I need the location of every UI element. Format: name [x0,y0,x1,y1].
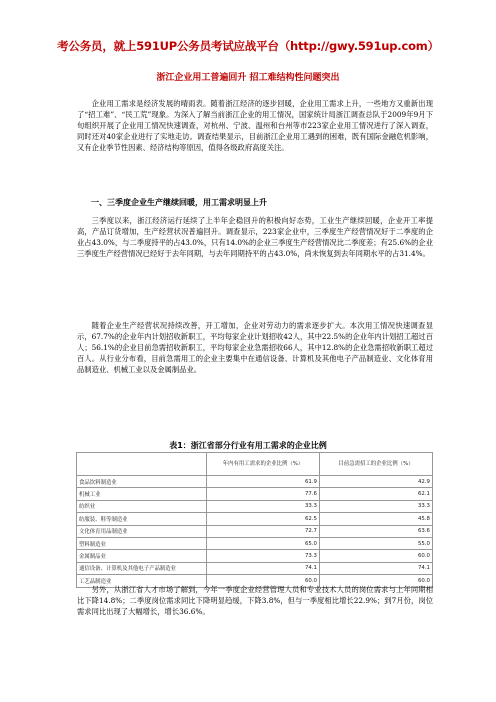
annual-demand-value: 73.3 [207,550,320,562]
section-heading-1: 一、三季度企业生产继续回暖，用工需求明显上升 [91,198,267,207]
paragraph-labor-demand: 随着企业生产经营状况持续改善，开工增加，企业对劳动力的需求逐步扩大。本次用工情况快速调查显示，67.7%的企业年内计划招收新职工，平均每家企业计划招收42人，其中22.5%的企业年内计划招工超过百人；56.1%的企业目前急需招收新职工，平均每家企业急需招收66人，其中12.8%的企业急需招收新职工超过百人。从行业分布看，目前急需用工的企业主要集中在通信设备、计算机及其他电子产品制造业、文化体育用品制造业、机械工业以及金属制品业。 [77,321,433,374]
urgent-demand-value: 60.0 [320,575,433,587]
paragraph-talent-market: 另外，从浙江省人才市场了解到，今年一季度企业经营管理人员和专业技术人员的岗位需求与上年同期相比下降14.8%；二季度岗位需求同比下降明显趋缓，下降3.8%，但与一季度相比增长22.9%；到7月份，岗位需求同比出现了大幅增长，增长36.6%。 [77,585,433,616]
urgent-demand-value: 62.1 [320,488,433,500]
annual-demand-value: 61.9 [207,476,320,488]
industry-name: 文化体育用品制造业 [77,525,207,537]
industry-name: 工艺品制造业 [77,575,207,587]
table-row [77,476,433,488]
urgent-demand-value: 74.1 [320,562,433,574]
table-caption: 表1：浙江省部分行业有用工需求的企业比例 [169,441,327,450]
industry-name: 纺服装、鞋等制造业 [77,513,207,525]
table-row [77,513,433,525]
table-row [77,525,433,537]
industry-name: 食品饮料制造业 [77,476,207,488]
table-row [77,500,433,512]
site-banner[interactable]: 考公务员，就上591UP公务员考试应战平台（http://gwy.591up.com） [57,39,439,53]
industry-name: 通信设备、计算机及其他电子产品制造业 [77,562,207,574]
table-header-row [77,453,433,476]
annual-demand-value: 62.5 [207,513,320,525]
urgent-demand-value: 60.0 [320,550,433,562]
industry-name: 机械工业 [77,488,207,500]
annual-demand-value: 60.0 [207,575,320,587]
annual-demand-value: 74.1 [207,562,320,574]
annual-demand-value: 65.0 [207,537,320,549]
table-row [77,550,433,562]
table-row [77,537,433,549]
urgent-demand-value: 33.3 [320,500,433,512]
annual-demand-value: 33.3 [207,500,320,512]
industry-name: 纺织业 [77,500,207,512]
intro-paragraph: 企业用工需求是经济发展的晴雨表。随着浙江经济的逐步回暖，企业用工需求上升，一些地方又重新出现了“招工难”、“民工荒”现象。为深入了解当前浙江企业的用工情况，国家统计局浙江调查总队于2009年9月下旬组织开展了企业用工情况快速调查，对杭州、宁波、温州和台州等市223家企业用工情况进行了深入调查，同时还对40家企业进行了实地走访。调查结果显示，目前浙江企业用工遇到的困难，既有国际金融危机影响，又有企业季节性因素、经济结构等原因，值得各级政府高度关注。 [77,99,433,152]
annual-demand-value: 77.6 [207,488,320,500]
industry-demand-table [76,452,433,588]
paragraph-production: 三季度以来，浙江经济运行延续了上半年企稳回升的积极向好态势，工业生产继续回暖，企业开工率提高，产品订货增加，生产经营状况普遍回升。调查显示，223家企业中，三季度生产经营情况好于二季度的企业占43.0%，与二季度持平的占43.0%，只有14.0%的企业三季度生产经营情况比二季度差；有25.6%的企业三季度生产经营情况已经好于去年同期，与去年同期持平的占43.0%，尚未恢复到去年同期水平的占31.4%。 [77,216,433,258]
annual-demand-value: 72.7 [207,525,320,537]
table-row [77,562,433,574]
industry-name: 金属制品业 [77,550,207,562]
table-header-annual-demand: 年内有用工需求的企业比例（%） [207,453,320,476]
article-title: 浙江企业用工普遍回升 招工难结构性问题突出 [156,73,340,83]
table-header-urgent-demand: 目前急需招工的企业比例（%） [320,453,433,476]
urgent-demand-value: 55.0 [320,537,433,549]
urgent-demand-value: 63.6 [320,525,433,537]
table-row [77,488,433,500]
urgent-demand-value: 45.8 [320,513,433,525]
urgent-demand-value: 42.9 [320,476,433,488]
table-header-industry [77,453,207,476]
industry-name: 塑料制造业 [77,537,207,549]
